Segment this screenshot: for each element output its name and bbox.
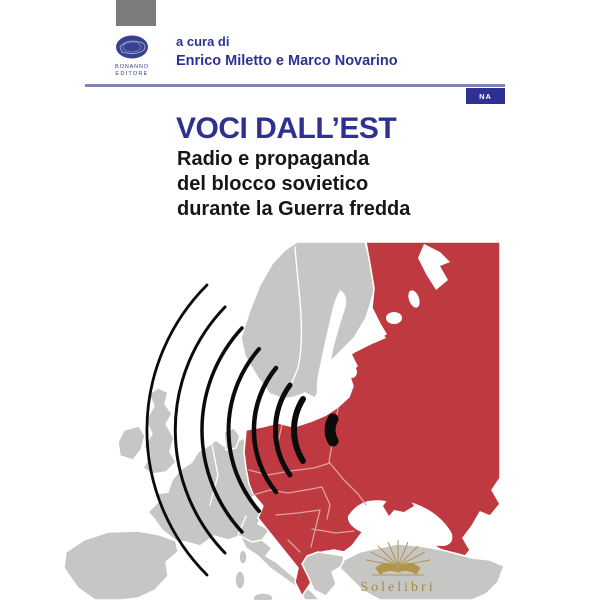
top-grey-square [116,0,156,26]
map-iberia [64,531,178,600]
lake-ladoga [386,312,402,324]
gulf-of-riga [347,366,357,378]
header-rule [85,84,505,87]
publisher-name-line2: EDITORE [115,71,149,77]
publisher-logo-icon [116,36,148,59]
subtitle-line-2: del blocco sovietico [177,173,369,195]
map-sicily [253,593,273,600]
curator-prefix: a cura di [176,34,230,49]
curator-names: Enrico Miletto e Marco Novarino [176,53,398,70]
subtitle-line-1: Radio e propaganda [177,148,370,170]
publisher-name-line1: BONANNO [115,64,149,70]
book-title: VOCI DALL’EST [176,112,397,145]
book-subtitle [177,147,410,222]
curators-block [176,34,398,70]
map-ireland [118,426,145,460]
solelibri-logo-text: Solelibri [360,580,436,595]
series-badge: NA [466,88,505,104]
map-sardinia [235,571,245,589]
publisher-logo [110,34,156,82]
map-corsica [239,550,247,564]
subtitle-line-3: durante la Guerra fredda [177,198,411,220]
